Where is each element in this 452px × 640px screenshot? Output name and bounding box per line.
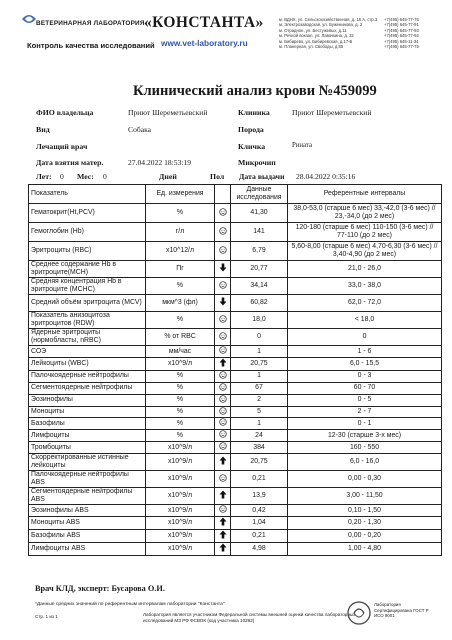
age-months-value: 0 — [103, 172, 107, 181]
row-flag — [215, 242, 231, 261]
row-unit: x10^9/л — [146, 357, 215, 370]
phone-line: +7(495) 645-77-75 — [384, 44, 419, 50]
row-unit: x10^9/л — [146, 442, 215, 454]
arrow-up-icon — [218, 517, 227, 528]
row-reference: 33,0 - 38,0 — [288, 278, 442, 295]
sex-label: Пол — [210, 172, 225, 181]
row-param-name: Средний объём эритроцита (MCV) — [29, 295, 146, 312]
row-param-name: Палочкоядерные нейтрофилы — [29, 370, 146, 382]
table-row — [29, 329, 442, 346]
row-flag — [215, 430, 231, 442]
row-flag — [215, 406, 231, 418]
row-value: 24 — [231, 430, 288, 442]
row-param-name: Показатель анизоцитоза эритроцитов (RDW) — [29, 312, 146, 329]
smiley-icon — [218, 407, 227, 417]
row-unit: % — [146, 370, 215, 382]
row-unit: % — [146, 278, 215, 295]
doctor-label: Лечащий врач — [36, 142, 88, 151]
row-param-name: Эритроциты (RBC) — [29, 242, 146, 261]
address-line: м. ВДНХ, ул. Сельскохозяйственная, д. 16 А, стр.3 — [279, 17, 378, 22]
row-unit: мкм^3 (фл) — [146, 295, 215, 312]
row-value: 1 — [231, 370, 288, 382]
row-value: 1 — [231, 418, 288, 430]
row-reference: 0,00 - 0,30 — [288, 471, 442, 488]
table-row — [29, 430, 442, 442]
nickname-label: Кличка — [238, 142, 266, 151]
table-row — [29, 488, 442, 505]
issue-date-value: 28.04.2022 0:35:16 — [296, 172, 356, 181]
phone-line: +7(495) 645-11-34 — [384, 38, 419, 44]
row-unit: % — [146, 406, 215, 418]
row-param-name: Ядерные эритроциты (нормобласты, nRBC) — [29, 329, 146, 346]
phone-line: +7(495) 645-77-92 — [384, 33, 419, 39]
sample-date-value: 27.04.2022 18:53:19 — [128, 158, 192, 167]
species-value: Собака — [128, 125, 152, 134]
row-param-name: Палочкоядерные нейтрофилы ABS — [29, 471, 146, 488]
row-reference: 0,00 - 0,20 — [288, 529, 442, 542]
page-number: Стр. 1 из 1 — [35, 614, 58, 619]
owner-value: Приют Шереметьевский — [128, 108, 208, 117]
row-flag — [215, 488, 231, 505]
row-reference: 1,00 - 4,80 — [288, 542, 442, 555]
header-param: Показатель — [29, 185, 146, 204]
table-row — [29, 394, 442, 406]
smiley-icon — [218, 332, 227, 342]
table-row — [29, 370, 442, 382]
arrow-up-icon — [218, 543, 227, 554]
row-flag — [215, 442, 231, 454]
row-param-name: Базофилы — [29, 418, 146, 430]
clinic-label: Клиника — [238, 108, 270, 117]
quality-control-text: Контроль качества исследований — [27, 41, 155, 50]
row-param-name: Сегментоядерные нейтрофилы — [29, 382, 146, 394]
table-row — [29, 505, 442, 517]
chip-label: Микрочип — [238, 158, 276, 167]
address-line: м. Планерная, ул. Свободы, д.85 — [279, 44, 344, 50]
arrow-up-icon — [218, 358, 227, 369]
row-flag — [215, 204, 231, 223]
row-reference: 0 — [288, 329, 442, 346]
row-flag — [215, 394, 231, 406]
header-flag — [215, 185, 231, 204]
row-param-name: Лимфоциты ABS — [29, 542, 146, 555]
row-value: 20,75 — [231, 454, 288, 471]
row-value: 1,04 — [231, 517, 288, 530]
owner-label: ФИО владельца — [36, 108, 94, 117]
smiley-icon — [218, 383, 227, 393]
row-value: 0,21 — [231, 529, 288, 542]
row-flag — [215, 454, 231, 471]
certification-logo-icon — [346, 600, 372, 626]
table-row — [29, 382, 442, 394]
lab-website-link[interactable]: www.vet-laboratory.ru — [161, 38, 248, 48]
age-years-label: Лет: — [36, 172, 52, 181]
row-unit: Пг — [146, 261, 215, 278]
row-unit: % — [146, 204, 215, 223]
row-value: 67 — [231, 382, 288, 394]
row-value: 20,77 — [231, 261, 288, 278]
row-reference: 21,0 - 26,0 — [288, 261, 442, 278]
row-reference: 0,10 - 1,50 — [288, 505, 442, 517]
smiley-icon — [218, 418, 227, 428]
header-ref: Референтные интервалы — [288, 185, 442, 204]
row-reference: 2 - 7 — [288, 406, 442, 418]
smiley-icon — [218, 474, 227, 484]
table-row — [29, 442, 442, 454]
row-unit: % — [146, 430, 215, 442]
row-value: 141 — [231, 223, 288, 242]
nickname-value: Рината — [292, 142, 312, 149]
row-flag — [215, 382, 231, 394]
smiley-icon — [218, 505, 227, 515]
row-unit: x10^12/л — [146, 242, 215, 261]
row-unit: % — [146, 418, 215, 430]
row-param-name: Эозинофилы — [29, 394, 146, 406]
smiley-icon — [218, 227, 227, 237]
row-flag — [215, 505, 231, 517]
table-row — [29, 261, 442, 278]
row-value: 20,75 — [231, 357, 288, 370]
doctor-signature: Врач КЛД, эксперт: Бусарова О.И. — [35, 584, 165, 593]
age-days-label: Дней — [159, 172, 177, 181]
row-value: 34,14 — [231, 278, 288, 295]
row-reference: 62,0 - 72,0 — [288, 295, 442, 312]
row-unit: мм/час — [146, 346, 215, 358]
row-unit: г/л — [146, 223, 215, 242]
table-row — [29, 295, 442, 312]
row-reference: 6,0 - 15,5 — [288, 357, 442, 370]
row-value: 0 — [231, 329, 288, 346]
row-value: 2 — [231, 394, 288, 406]
row-param-name: Лимфоциты — [29, 430, 146, 442]
row-reference: 5,60-8,00 (старше 6 мес) 4,70-6,30 (3-6 мес) // 3,40-4,90 (до 2 мес) — [288, 242, 442, 261]
row-reference: 0 - 3 — [288, 370, 442, 382]
arrow-down-icon — [218, 263, 227, 274]
row-param-name: Гематокрит(Ht,PCV) — [29, 204, 146, 223]
row-value: 0,21 — [231, 471, 288, 488]
row-value: 13,9 — [231, 488, 288, 505]
row-reference: 160 - 550 — [288, 442, 442, 454]
row-flag — [215, 517, 231, 530]
smiley-icon — [218, 346, 227, 356]
lab-type: ВЕТЕРИНАРНАЯ ЛАБОРАТОРИЯ — [36, 20, 145, 27]
table-row — [29, 529, 442, 542]
smiley-icon — [218, 442, 227, 452]
row-unit: % — [146, 312, 215, 329]
row-reference: 12-30 (старше 3-х мес) — [288, 430, 442, 442]
results-table — [28, 184, 442, 556]
row-reference: 6,0 - 16,0 — [288, 454, 442, 471]
row-reference: 3,00 - 11,50 — [288, 488, 442, 505]
row-param-name: Лейкоциты (WBC) — [29, 357, 146, 370]
row-param-name: Среднее содержание Hb в эритроците(MCH) — [29, 261, 146, 278]
table-row — [29, 204, 442, 223]
row-reference: 60 - 70 — [288, 382, 442, 394]
smiley-icon — [218, 208, 227, 218]
row-value: 5 — [231, 406, 288, 418]
row-param-name: Сегментоядерные нейтрофилы ABS — [29, 488, 146, 505]
table-row — [29, 454, 442, 471]
table-row — [29, 418, 442, 430]
row-param-name: СОЭ — [29, 346, 146, 358]
row-unit: x10^9/л — [146, 517, 215, 530]
row-value: 18,0 — [231, 312, 288, 329]
breed-label: Порода — [238, 125, 264, 134]
row-reference: 0 - 5 — [288, 394, 442, 406]
arrow-up-icon — [218, 456, 227, 467]
row-reference: 120-180 (старше 6 мес) 110-150 (3-6 мес) // 77-110 (до 2 мес) — [288, 223, 442, 242]
smiley-icon — [218, 430, 227, 440]
row-unit: x10^9/л — [146, 488, 215, 505]
row-param-name: Гемоглобин (Hb) — [29, 223, 146, 242]
row-flag — [215, 346, 231, 358]
phone-line: +7(495) 645-77-93 — [384, 27, 419, 33]
arrow-up-icon — [218, 530, 227, 541]
row-param-name: Моноциты — [29, 406, 146, 418]
table-header-row — [29, 185, 442, 204]
row-unit: x10^9/л — [146, 529, 215, 542]
row-flag — [215, 278, 231, 295]
header-unit: Ед. измерения — [146, 185, 215, 204]
arrow-down-icon — [218, 297, 227, 308]
row-flag — [215, 357, 231, 370]
row-value: 60,82 — [231, 295, 288, 312]
row-flag — [215, 261, 231, 278]
row-reference: 38,0-53,0 (старше 6 мес) 33,-42,0 (3-6 мес) // 23,-34,0 (до 2 мес) — [288, 204, 442, 223]
arrow-up-icon — [218, 490, 227, 501]
row-value: 41,30 — [231, 204, 288, 223]
row-unit: x10^9/л — [146, 505, 215, 517]
row-unit: x10^9/л — [146, 542, 215, 555]
table-row — [29, 223, 442, 242]
sample-date-label: Дата взятия матер. — [36, 158, 104, 167]
row-param-name: Средняя концентрация Hb в эритроците (MCHC) — [29, 278, 146, 295]
row-value: 6,79 — [231, 242, 288, 261]
lab-header — [20, 8, 435, 54]
row-reference: 1 - 6 — [288, 346, 442, 358]
age-months-label: Мес: — [77, 172, 94, 181]
results-body — [29, 204, 442, 556]
row-flag — [215, 329, 231, 346]
row-flag — [215, 312, 231, 329]
phone-line: +7(495) 645-77-91 — [384, 22, 419, 28]
lab-addresses — [279, 17, 389, 49]
table-row — [29, 346, 442, 358]
row-param-name: Скорректированные истинные лейкоциты — [29, 454, 146, 471]
address-line: м. Речной вокзал, ул. Лавочкина, д. 32 — [279, 33, 354, 39]
species-label: Вид — [36, 125, 50, 134]
address-line: м. Электрозаводская, ул. Буженинова, д. 2 — [279, 22, 363, 28]
issue-date-label: Дата выдачи — [239, 172, 285, 181]
row-flag — [215, 418, 231, 430]
table-row — [29, 278, 442, 295]
table-row — [29, 471, 442, 488]
certification-text: Лаборатория Сертифицирована ГОСТ Р ИСО 9001 — [374, 602, 429, 618]
address-line: м. Бибирево, ул. Бибиревская, д.17-Б — [279, 38, 353, 44]
row-flag — [215, 295, 231, 312]
table-row — [29, 406, 442, 418]
table-row — [29, 312, 442, 329]
phone-line: +7(495) 645-77-76 — [384, 17, 419, 22]
smiley-icon — [218, 371, 227, 381]
smiley-icon — [218, 246, 227, 256]
row-param-name: Базофилы ABS — [29, 529, 146, 542]
row-reference: 0,20 - 1,30 — [288, 517, 442, 530]
row-flag — [215, 471, 231, 488]
row-value: 1 — [231, 346, 288, 358]
row-unit: % — [146, 382, 215, 394]
lab-brand: «КОНСТАНТА» — [144, 14, 264, 31]
row-unit: x10^9/л — [146, 454, 215, 471]
row-param-name: Эозинофилы ABS — [29, 505, 146, 517]
header-value: Данные исследования — [231, 185, 288, 204]
row-value: 384 — [231, 442, 288, 454]
smiley-icon — [218, 315, 227, 325]
smiley-icon — [218, 281, 227, 291]
row-unit: % — [146, 394, 215, 406]
row-unit: x10^9/л — [146, 471, 215, 488]
row-reference: 0 - 1 — [288, 418, 442, 430]
accreditation-note: Лаборатория является участником Федеральной системы внешней оценки качества лабораторных исследований МЗ РФ ФСВОК (код участника 10292) — [143, 612, 356, 623]
report-title: Клинический анализ крови №459099 — [133, 83, 377, 99]
row-reference: < 18,0 — [288, 312, 442, 329]
row-value: 0,42 — [231, 505, 288, 517]
row-flag — [215, 223, 231, 242]
lab-phones — [384, 17, 444, 49]
row-param-name: Тромбоциты — [29, 442, 146, 454]
row-param-name: Моноциты ABS — [29, 517, 146, 530]
table-row — [29, 357, 442, 370]
row-unit: % от RBC — [146, 329, 215, 346]
smiley-icon — [218, 395, 227, 405]
table-row — [29, 242, 442, 261]
table-row — [29, 517, 442, 530]
age-years-value: 0 — [60, 172, 64, 181]
row-value: 4,98 — [231, 542, 288, 555]
reference-note: *Данные средних значений по референтным интервалам лаборатории "Константа" — [35, 602, 225, 607]
address-line: м. Отрадное, ул. Бестужевых, д.11 — [279, 27, 347, 33]
table-row — [29, 542, 442, 555]
row-flag — [215, 529, 231, 542]
row-flag — [215, 542, 231, 555]
clinic-value: Приют Шереметьевский — [292, 108, 372, 117]
row-flag — [215, 370, 231, 382]
